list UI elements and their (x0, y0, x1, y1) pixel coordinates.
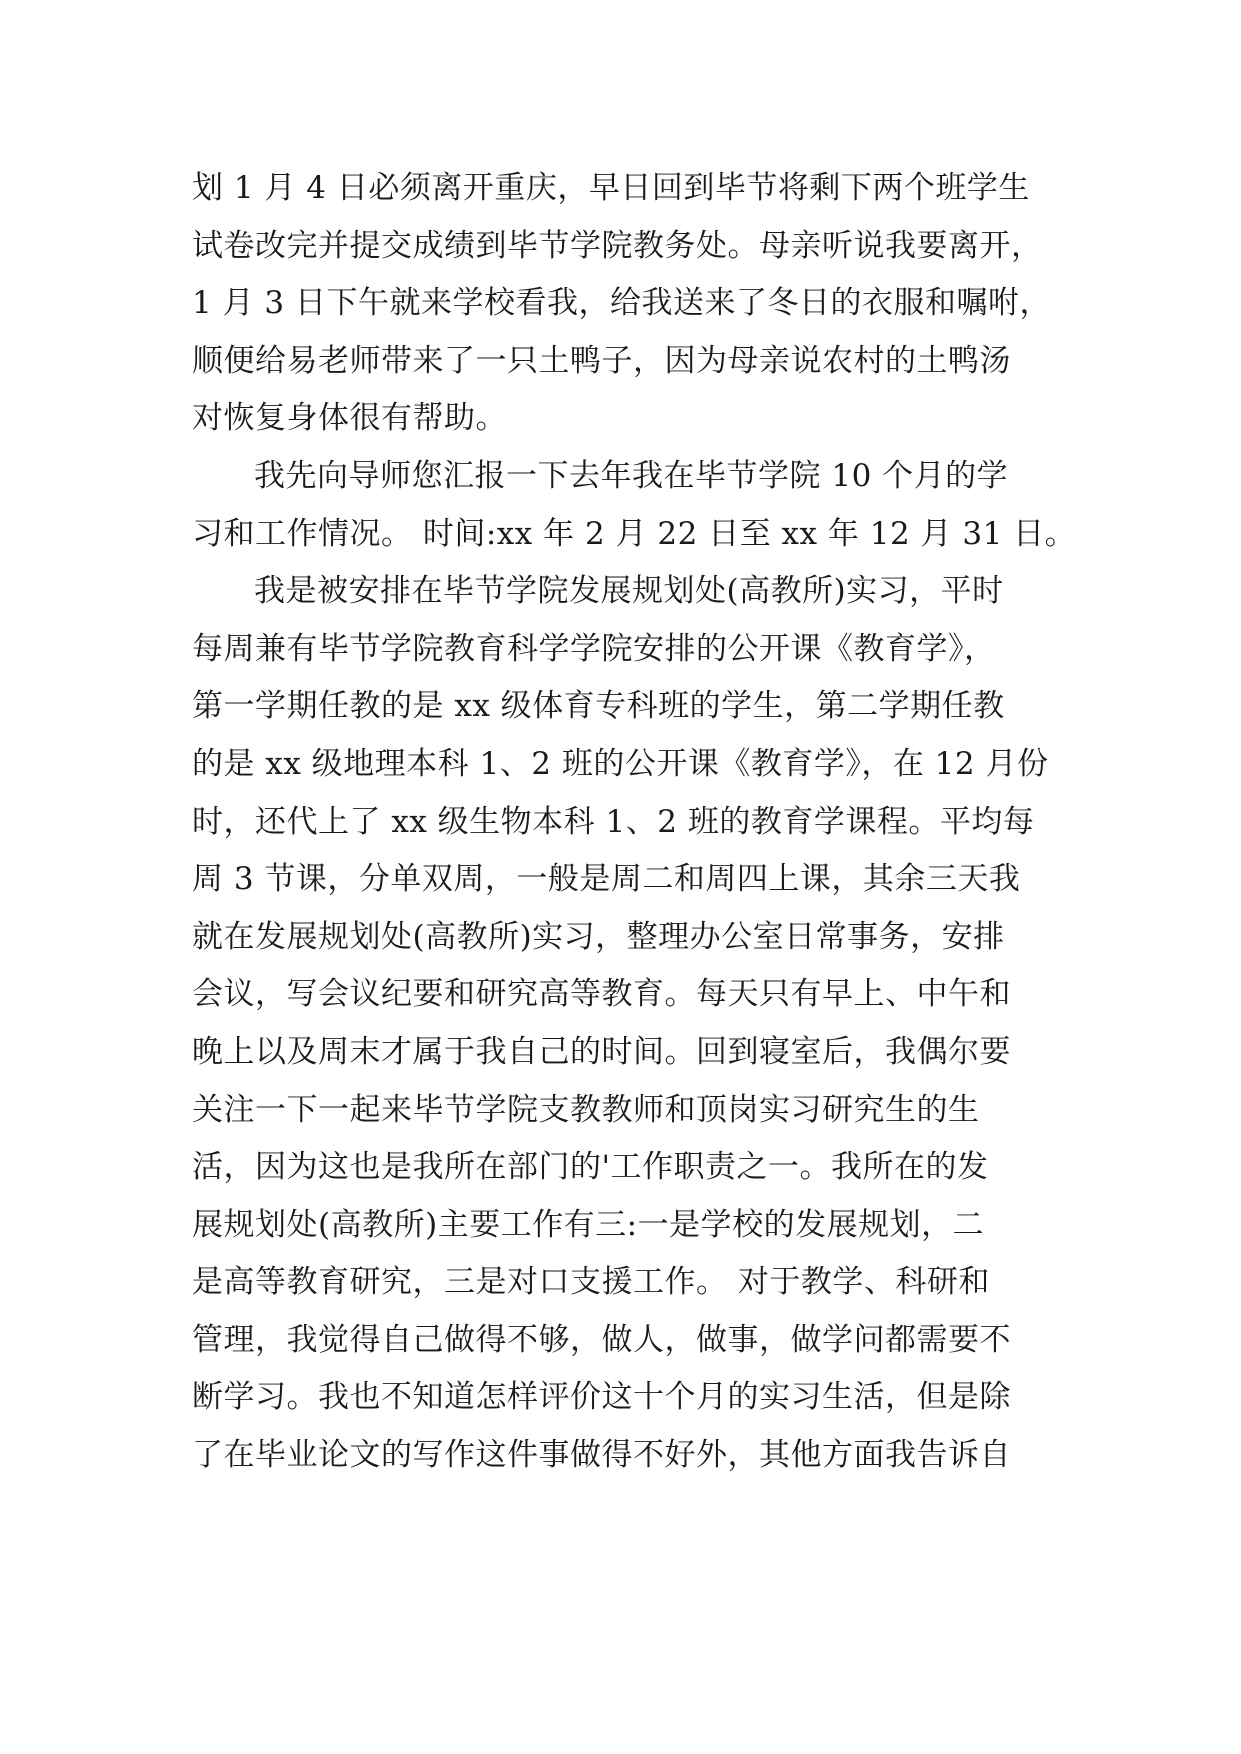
text-line: 活，因为这也是我所在部门的'工作职责之一。我所在的发 (192, 1149, 989, 1186)
text-line: 的是 xx 级地理本科 1、2 班的公开课《教育学》，在 12 月份 (192, 745, 1049, 782)
text-line: 晚上以及周末才属于我自己的时间。回到寝室后，我偶尔要 (192, 1033, 1011, 1070)
text-line: 周 3 节课，分单双周，一般是周二和周四上课，其余三天我 (192, 861, 1021, 898)
text-line: 断学习。我也不知道怎样评价这十个月的实习生活，但是除 (192, 1379, 1011, 1416)
text-line: 展规划处(高教所)主要工作有三:一是学校的发展规划，二 (192, 1206, 985, 1243)
text-line: 就在发展规划处(高教所)实习，整理办公室日常事务，安排 (192, 918, 1005, 955)
paragraph-first-line: 我是被安排在毕节学院发展规划处(高教所)实习，平时 (254, 573, 1004, 610)
text-line: 顺便给易老师带来了一只土鸭子，因为母亲说农村的土鸭汤 (192, 342, 1011, 379)
body-text (192, 160, 1092, 1485)
text-line: 管理，我觉得自己做得不够，做人，做事，做学问都需要不 (192, 1321, 1011, 1358)
text-line: 划 1 月 4 日必须离开重庆，早日回到毕节将剩下两个班学生 (192, 170, 1030, 206)
text-line: 每周兼有毕节学院教育科学学院安排的公开课《教育学》， (192, 630, 996, 667)
paragraph-first-line: 我先向导师您汇报一下去年我在毕节学院 10 个月的学 (254, 457, 1009, 494)
text-line: 了在毕业论文的写作这件事做得不好外，其他方面我告诉自 (192, 1437, 1011, 1474)
text-line: 对恢复身体很有帮助。 (192, 400, 507, 437)
text-line: 习和工作情况。 时间:xx 年 2 月 22 日至 xx 年 12 月 31 日。 (192, 515, 1077, 552)
text-line: 时，还代上了 xx 级生物本科 1、2 班的教育学课程。平均每 (192, 803, 1035, 840)
text-line: 第一学期任教的是 xx 级体育专科班的学生，第二学期任教 (192, 688, 1005, 725)
text-line: 1 月 3 日下午就来学校看我，给我送来了冬日的衣服和嘱咐， (192, 285, 1052, 322)
text-line: 是高等教育研究，三是对口支援工作。 对于教学、科研和 (192, 1264, 990, 1301)
text-line: 关注一下一起来毕节学院支教教师和顶岗实习研究生的生 (192, 1091, 980, 1128)
text-line: 会议，写会议纪要和研究高等教育。每天只有早上、中午和 (192, 976, 1011, 1013)
text-line: 试卷改完并提交成绩到毕节学院教务处。母亲听说我要离开， (192, 227, 1043, 264)
